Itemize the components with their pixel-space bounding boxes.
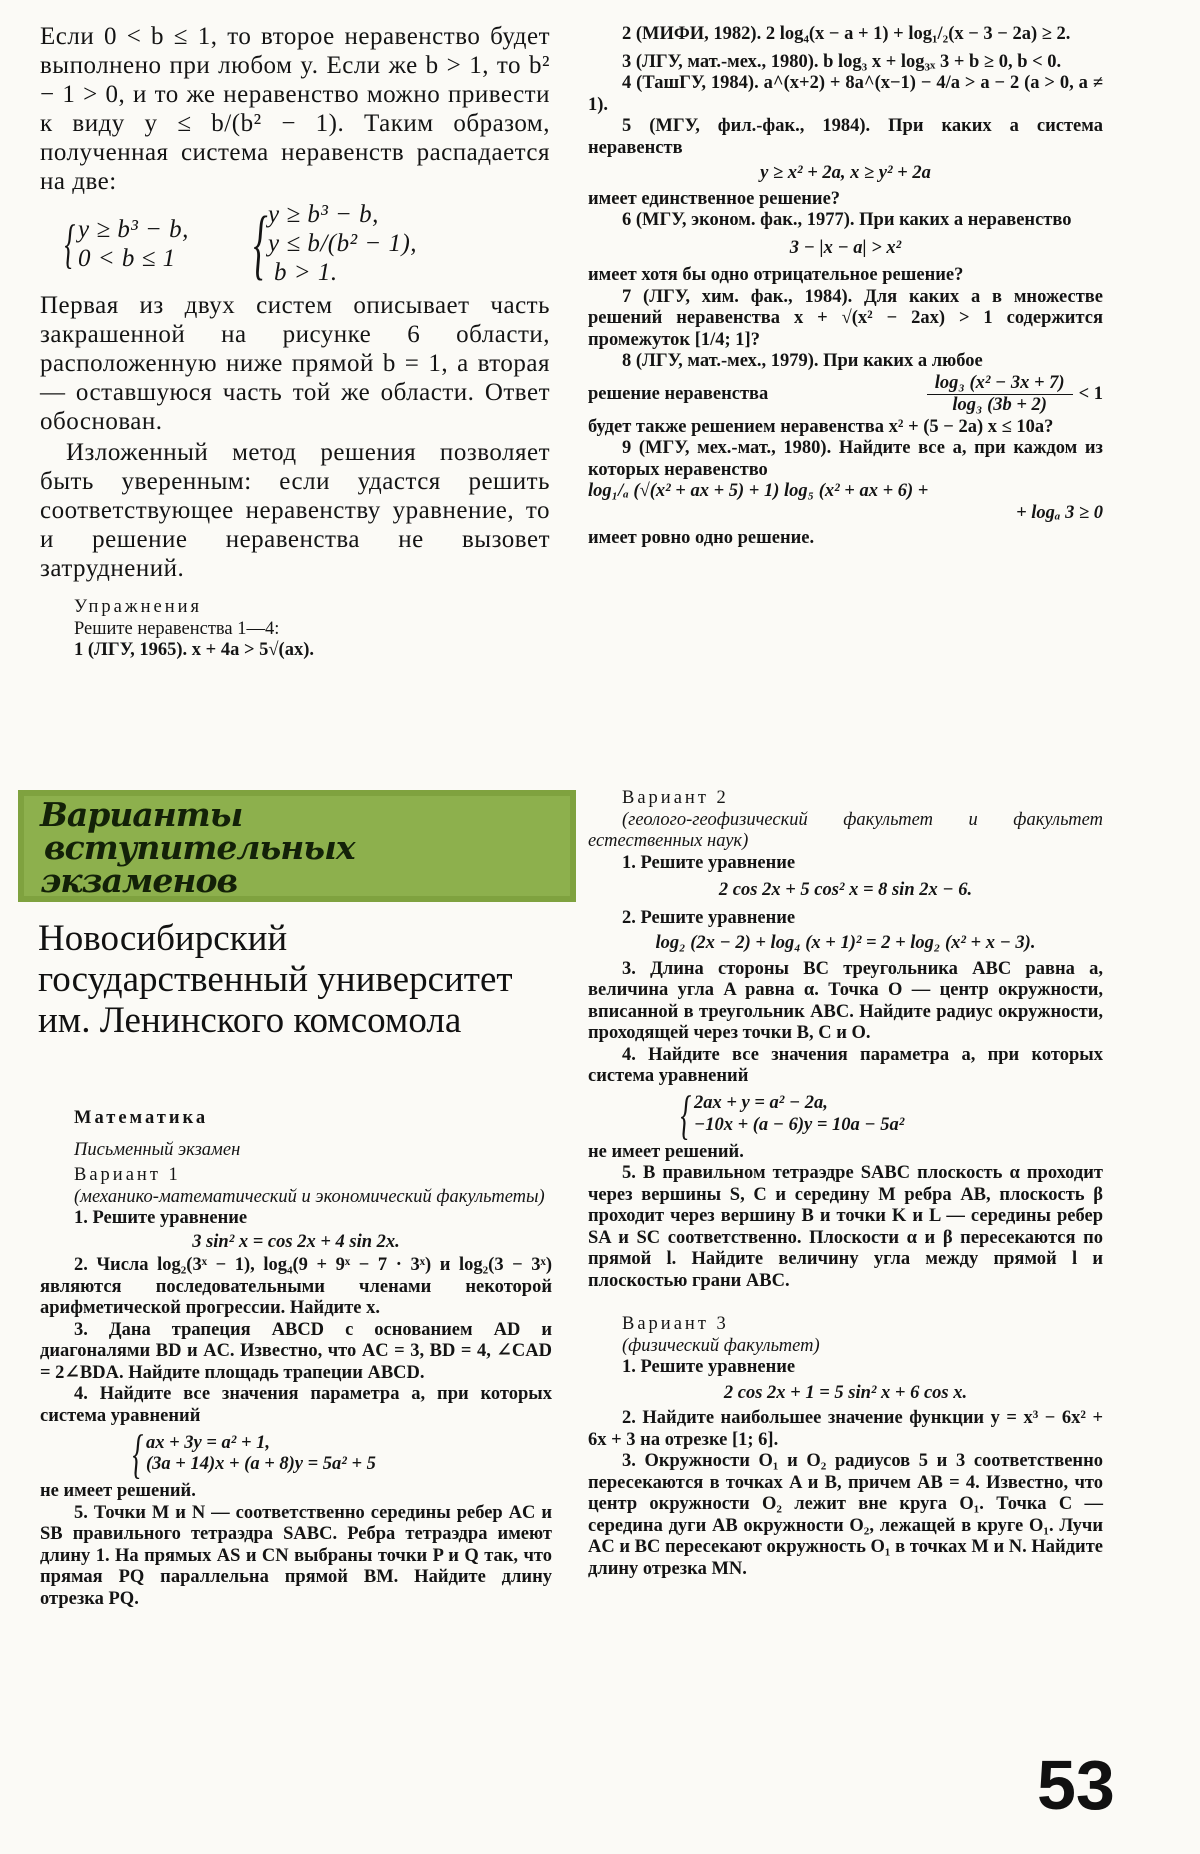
system-lines — [694, 1093, 904, 1136]
exercise-3: 3 (ЛГУ, мат.-мех., 1980). b log₃ x + log₃ₓ 3 + b ≥ 0, b < 0. — [622, 51, 1062, 72]
fraction-numerator: log₃ (x² − 3x + 7) — [927, 373, 1073, 396]
problem-3: 3. Длина стороны BC треугольника ABC равна a, величина угла A равна α. Точка O — центр окружности, вписанной в треугольник ABC. Найдите радиус окружности, проходящей через точки B, C и O. — [588, 958, 1103, 1043]
exercise-text: имеет единственное решение? — [588, 188, 841, 209]
intro-paragraph: Если 0 < b ≤ 1, то второе неравенство будет выполнено при любом y. Если же b > 1, то b² − 1 > 0, и то же неравенство можно привести к виду y ≤ b/(b² − 1). Таким образом, полученная система неравенств распадается на две: — [40, 23, 550, 195]
exam-type: Письменный экзамен — [74, 1139, 241, 1160]
page-number: 53 — [1037, 1746, 1115, 1824]
exercise-7: 7 (ЛГУ, хим. фак., 1984). Для каких a в множестве решений неравенства x + √(x² − 2ax) > 1 содержится промежуток [1/4; 1]? — [588, 286, 1103, 350]
variant-heading: Вариант 1 — [74, 1165, 181, 1185]
faculty-note: (механико-математический и экономический факультеты) — [74, 1186, 545, 1207]
exercise-1: 1 (ЛГУ, 1965). x + 4a > 5√(ax). — [74, 640, 314, 660]
problem-1: 1. Решите уравнение — [74, 1208, 248, 1228]
problem-2: 2. Решите уравнение — [622, 907, 796, 928]
variant-heading: Вариант 2 — [622, 788, 729, 808]
system-line: −10x + (a − 6)y = 10a − 5a² — [694, 1114, 905, 1135]
equation-system — [128, 1424, 552, 1484]
problem-2: 2. Числа log₂(3ˣ − 1), log₄(9 + 9ˣ − 7 · 3ˣ) и log₂(3 − 3ˣ) являются последовательными членами некоторой арифметической прогрессии. Найдите x. — [40, 1255, 552, 1318]
exercises-intro: Решите неравенства 1—4: — [74, 618, 280, 639]
relation: < 1 — [1078, 383, 1103, 404]
system-line: y ≥ b³ − b, — [268, 201, 379, 228]
problem-text: не имеет решений. — [588, 1141, 744, 1162]
problem-4: 4. Найдите все значения параметра a, при которых система уравнений — [588, 1044, 1103, 1086]
bottom-left-column — [40, 1108, 552, 1610]
banner-line: вступительных — [44, 828, 355, 867]
exercise-2: 2 (МИФИ, 1982). 2 log₄(x − a + 1) + log₁/₂(x − 3 − 2a) ≥ 2. — [622, 24, 1071, 44]
brace: { — [132, 1424, 144, 1484]
exercise-text: будет также решением неравенства x² + (5 − 2a) x ≤ 10a? — [588, 416, 1054, 437]
system-line: ax + 3y = a² + 1, — [146, 1432, 271, 1453]
paragraph: Изложенный метод решения позволяет быть уверенным: если удастся решить соответствующее неравенству уравнение, то и решение неравенства не вызовет затруднений. — [40, 439, 550, 582]
system-line: 0 < b ≤ 1 — [78, 244, 176, 272]
problem-2: 2. Найдите наибольшее значение функции y = x³ − 6x² + 6x + 3 на отрезке [1; 6]. — [588, 1408, 1103, 1450]
problem-5: 5. Точки M и N — соответственно середины ребер AC и SB правильного тетраэдра SABC. Ребра тетраэдра имеют длину 1. На прямых AS и CN выбраны точки P и Q так, что прямая PQ параллельна прямой BM. Найдите длину отрезка PQ. — [40, 1502, 552, 1609]
exercises-heading: Упражнения — [74, 597, 203, 617]
banner-line: экзаменов — [40, 861, 238, 900]
faculty-note: (физический факультет) — [622, 1335, 820, 1356]
system-line: y ≥ b³ − b, — [78, 215, 189, 243]
top-right-column — [588, 24, 1103, 550]
system-2 — [268, 200, 417, 287]
university-title: Новосибирский государственный университет им. Ленинского комсомола — [38, 918, 513, 1041]
problem-5: 5. В правильном тетраэдре SABC плоскость α проходит через вершины S, C и середину M ребра AB, плоскость β проходит через вершину B и точки K и L — середины ребер SA и SC соответственно. Плоскости α и β пересекаются по прямой l. Найдите величину угла между прямой l и плоскостью грани ABC. — [588, 1163, 1103, 1291]
exercise-text: имеет ровно одно решение. — [588, 528, 815, 548]
problem-1: 1. Решите уравнение — [622, 852, 796, 873]
system-line: 2ax + y = a² − 2a, — [694, 1093, 828, 1113]
exercise-8-formula — [588, 373, 1103, 417]
formula: 2 cos 2x + 1 = 5 sin² x + 6 cos x. — [723, 1382, 968, 1403]
exercise-6: 6 (МГУ, эконом. фак., 1977). При каких a неравенство — [622, 210, 1072, 230]
brace: { — [64, 213, 76, 274]
banner-line: Варианты — [40, 795, 243, 834]
problem-4: 4. Найдите все значения параметра a, при которых система уравнений — [40, 1384, 552, 1426]
problem-text: не имеет решений. — [40, 1481, 196, 1501]
system-1 — [78, 215, 248, 273]
bottom-right-column — [588, 788, 1103, 1580]
system-line: b > 1. — [274, 259, 338, 286]
paragraph: Первая из двух систем описывает часть закрашенной на рисунке 6 области, расположенную ниже прямой b = 1, а вторая — оставшуюся часть той же области. Ответ обоснован. — [40, 292, 550, 435]
formula: + logₐ 3 ≥ 0 — [1016, 502, 1103, 523]
formula: log₂ (2x − 2) + log₄ (x + 1)² = 2 + log₂ (x² + x − 3). — [655, 933, 1036, 953]
system-lines — [146, 1433, 376, 1476]
subject-heading: Математика — [74, 1108, 209, 1128]
formula: 3 sin² x = cos 2x + 4 sin 2x. — [192, 1231, 400, 1252]
equation-system — [676, 1084, 1103, 1145]
systems-row — [60, 200, 550, 287]
brace: { — [680, 1084, 692, 1145]
exercise-8: 8 (ЛГУ, мат.-мех., 1979). При каких a любое — [622, 351, 983, 371]
formula: y ≥ x² + 2a, x ≥ y² + 2a — [760, 163, 931, 183]
fraction — [927, 373, 1073, 417]
formula: log₁/ₐ (√(x² + ax + 5) + 1) log₅ (x² + ax + 6) + — [588, 481, 929, 501]
problem-1: 1. Решите уравнение — [622, 1357, 796, 1377]
problem-3: 3. Дана трапеция ABCD с основанием AD и диагоналями BD и AC. Известно, что AC = 3, BD = 4, ∠CAD = 2∠BDA. Найдите площадь трапеции ABCD. — [40, 1319, 552, 1383]
exercise-text: имеет хотя бы одно отрицательное решение? — [588, 265, 964, 285]
banner-handwritten-title — [40, 795, 355, 900]
variant-heading: Вариант 3 — [622, 1314, 729, 1334]
fraction-denominator: log₃ (3b + 2) — [952, 395, 1047, 415]
top-left-column — [40, 22, 550, 662]
exercise-9: 9 (МГУ, мех.-мат., 1980). Найдите все a, при каждом из которых неравенство — [588, 438, 1103, 480]
exercise-5: 5 (МГУ, фил.-фак., 1984). При каких a система неравенств — [588, 116, 1103, 158]
system-line: y ≤ b/(b² − 1), — [268, 230, 418, 257]
section-banner — [18, 790, 576, 902]
faculty-note: (геолого-геофизический факультет и факультет естественных наук) — [588, 809, 1103, 851]
formula: 2 cos 2x + 5 cos² x = 8 sin 2x − 6. — [718, 880, 973, 900]
system-line: (3a + 14)x + (a + 8)y = 5a² + 5 — [146, 1454, 376, 1474]
problem-3: 3. Окружности O₁ и O₂ радиусов 5 и 3 соответственно пересекаются в точках A и B, причем AB = 4. Известно, что центр окружности O₂ лежит вне круга O₁. Точка C — середина дуги AB окружности O₂, лежащей в круге O₁. Лучи AC и BC пересекают окружность O₁ в точках M и N. Найдите длину отрезка MN. — [588, 1451, 1103, 1579]
exercise-4: 4 (ТашГУ, 1984). a^(x+2) + 8a^(x−1) − 4/a > a − 2 (a > 0, a ≠ 1). — [588, 73, 1103, 115]
brace: { — [253, 199, 268, 287]
exercise-text: решение неравенства — [588, 383, 769, 404]
formula: 3 − |x − a| > x² — [789, 237, 902, 258]
